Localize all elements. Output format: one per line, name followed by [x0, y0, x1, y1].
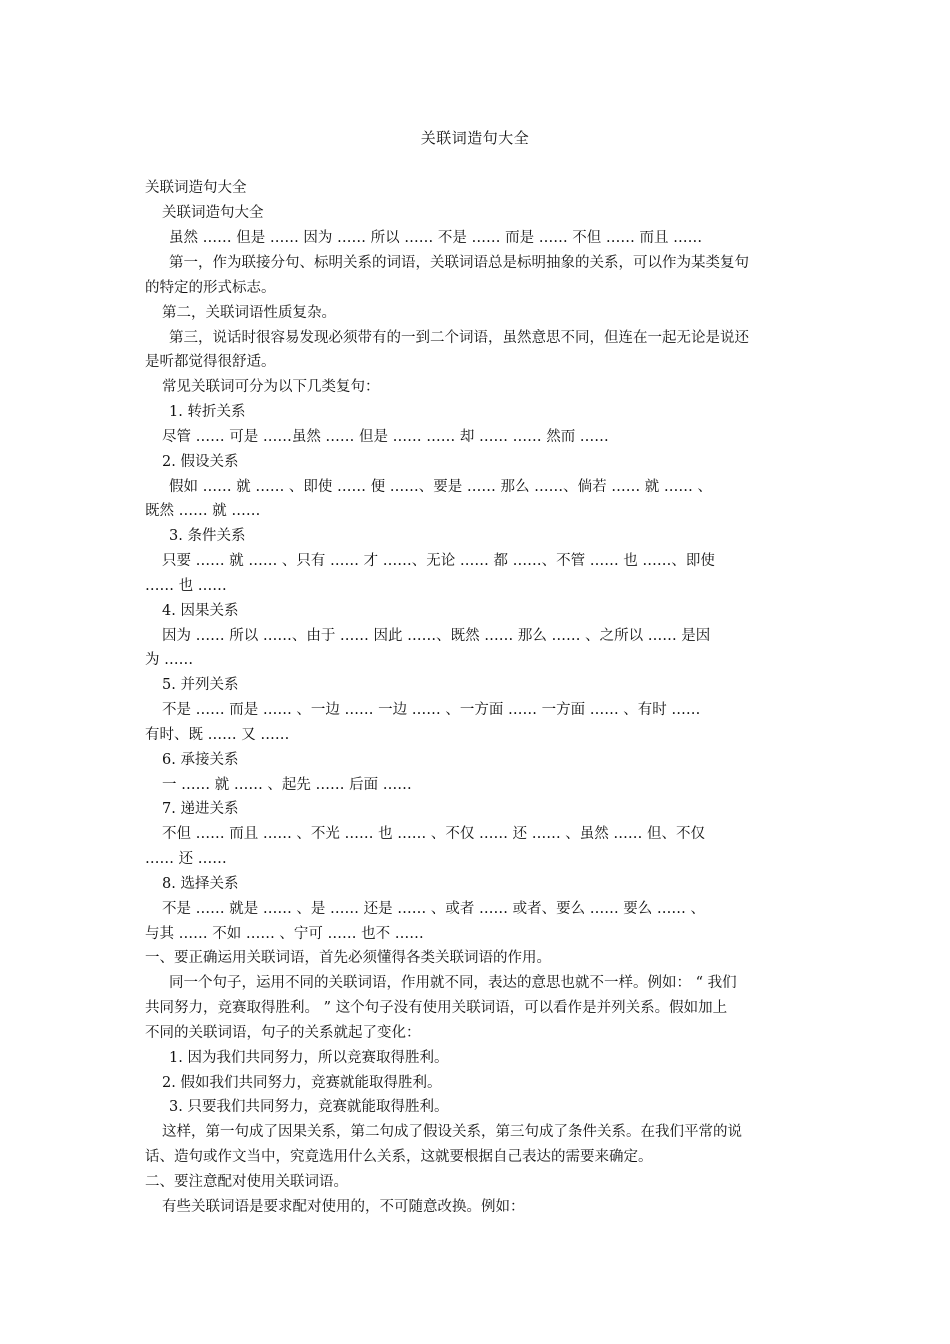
section-words-4-cont: 为 …… [145, 652, 194, 668]
doc-line-point-3-cont: 是听都觉得很舒适。 [145, 354, 276, 370]
doc-line-example-1: 1. 因为我们共同努力，所以竞赛取得胜利。 [169, 1050, 449, 1066]
doc-line-rule-2: 二、要注意配对使用关联词语。 [145, 1174, 348, 1190]
section-words-7: 不但 …… 而且 …… 、不光 …… 也 …… 、不仅 …… 还 …… 、虽然 …… 但、不仅 [162, 826, 706, 842]
doc-line-example-intro: 同一个句子，运用不同的关联词语，作用就不同，表达的意思也就不一样。例如： “ 我们 [169, 975, 737, 991]
section-heading-7: 7. 递进关系 [162, 801, 239, 817]
doc-line-example-3: 3. 只要我们共同努力，竞赛就能取得胜利。 [169, 1099, 449, 1115]
section-words-2-cont: 既然 …… 就 …… [145, 503, 261, 519]
section-words-8-cont: 与其 …… 不如 …… 、宁可 …… 也不 …… [145, 926, 424, 942]
section-heading-6: 6. 承接关系 [162, 752, 239, 768]
section-words-2: 假如 …… 就 …… 、即使 …… 便 ……、要是 …… 那么 ……、倘若 …… 就 …… 、 [169, 479, 713, 495]
doc-line-example-intro-cont: 共同努力，竞赛取得胜利。 ” 这个句子没有使用关联词语，可以看作是并列关系。假如加上 [145, 1000, 728, 1016]
doc-line-point-3: 第三，说话时很容易发现必须带有的一到二个词语，虽然意思不同，但连在一起无论是说还 [169, 330, 749, 346]
section-heading-5: 5. 并列关系 [162, 677, 239, 693]
section-heading-4: 4. 因果关系 [162, 603, 239, 619]
section-words-1: 尽管 …… 可是 ……虽然 …… 但是 …… …… 却 …… …… 然而 …… [162, 429, 609, 445]
page-title: 关联词造句大全 [420, 129, 530, 147]
section-words-4: 因为 …… 所以 ……、由于 …… 因此 ……、既然 …… 那么 …… 、之所以 …… 是因 [162, 628, 711, 644]
doc-line-rule-2-detail: 有些关联词语是要求配对使用的，不可随意改换。例如： [162, 1199, 525, 1215]
section-heading-8: 8. 选择关系 [162, 876, 239, 892]
section-words-7-cont: …… 还 …… [145, 851, 227, 867]
doc-line-example-2: 2. 假如我们共同努力，竞赛就能取得胜利。 [162, 1075, 442, 1091]
doc-line-point-2: 第二，关联词语性质复杂。 [162, 305, 336, 321]
section-words-3: 只要 …… 就 …… 、只有 …… 才 ……、无论 …… 都 ……、不管 …… 也 ……、即使 [162, 553, 715, 569]
section-words-6: 一 …… 就 …… 、起先 …… 后面 …… [162, 777, 412, 793]
doc-line-point-1: 第一，作为联接分句、标明关系的词语，关联词语总是标明抽象的关系，可以作为某类复句 [169, 255, 749, 271]
doc-line-example-intro-cont-2: 不同的关联词语，句子的关系就起了变化： [145, 1025, 421, 1041]
section-words-3-cont: …… 也 …… [145, 578, 227, 594]
section-heading-2: 2. 假设关系 [162, 454, 239, 470]
doc-line-summary: 这样，第一句成了因果关系，第二句成了假设关系，第三句成了条件关系。在我们平常的说 [162, 1124, 742, 1140]
doc-line-point-1-cont: 的特定的形式标志。 [145, 280, 276, 296]
section-words-5-cont: 有时、既 …… 又 …… [145, 727, 290, 743]
doc-line-categories-intro: 常见关联词可分为以下几类复句： [162, 379, 380, 395]
doc-line-subheading: 关联词造句大全 [162, 205, 264, 221]
doc-line-rule-1: 一、要正确运用关联词语，首先必须懂得各类关联词语的作用。 [145, 950, 551, 966]
section-words-8: 不是 …… 就是 …… 、是 …… 还是 …… 、或者 …… 或者、要么 …… 要么 …… 、 [162, 901, 706, 917]
section-heading-1: 1. 转折关系 [169, 404, 246, 420]
section-heading-3: 3. 条件关系 [169, 528, 246, 544]
doc-line-word-list: 虽然 …… 但是 …… 因为 …… 所以 …… 不是 …… 而是 …… 不但 …… 而且 …… [169, 230, 703, 246]
doc-line-heading: 关联词造句大全 [145, 180, 247, 196]
doc-line-summary-cont: 话、造句或作文当中，究竟选用什么关系，这就要根据自己表达的需要来确定。 [145, 1149, 653, 1165]
section-words-5: 不是 …… 而是 …… 、一边 …… 一边 …… 、一方面 …… 一方面 …… 、有时 …… [162, 702, 701, 718]
